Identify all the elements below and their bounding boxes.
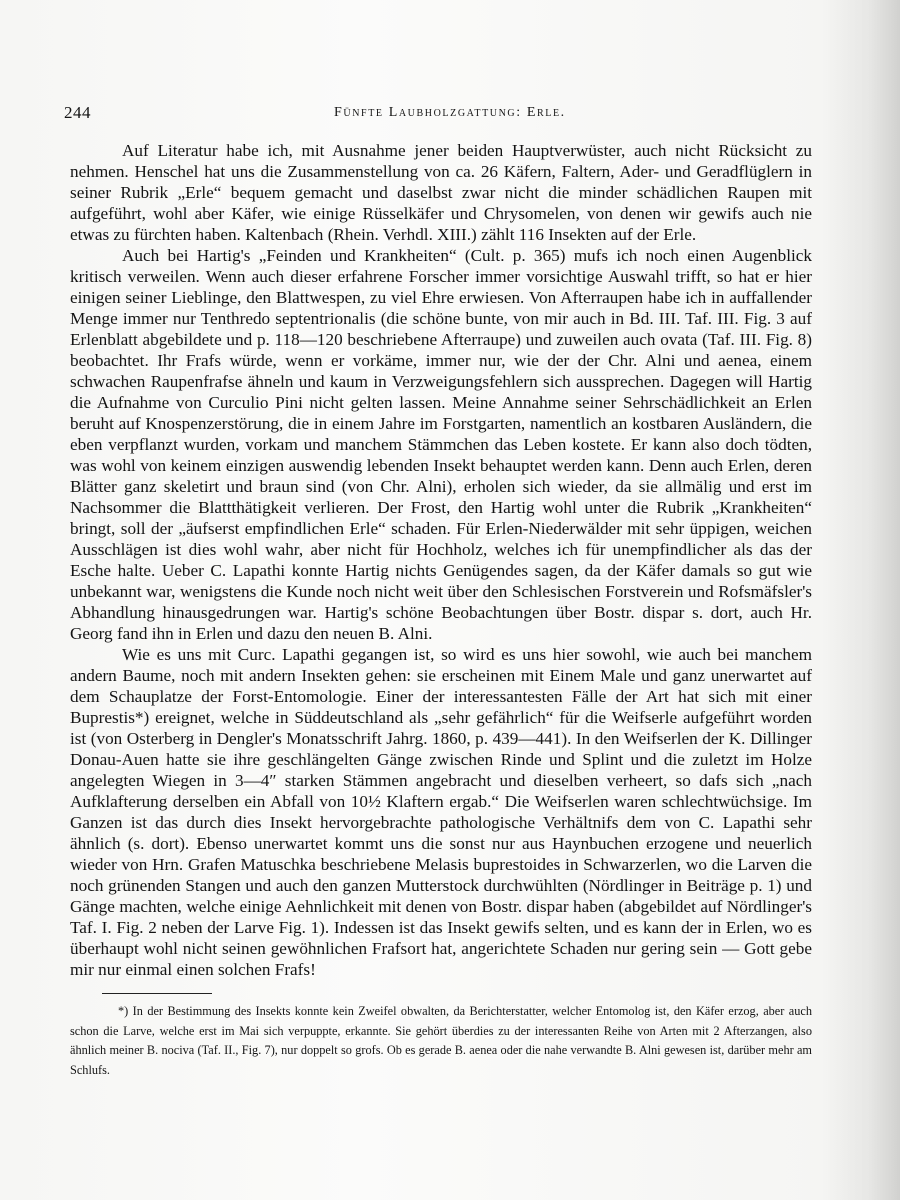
running-head: Fünfte Laubholzgattung: Erle. <box>334 105 566 120</box>
page-shadow <box>822 0 900 1200</box>
main-text <box>70 140 812 980</box>
footnotes <box>70 1002 812 1080</box>
page-header <box>64 103 824 125</box>
page-number: 244 <box>64 103 91 122</box>
paragraph: Auch bei Hartig's „Feinden und Krankheiten“ (Cult. p. 365) mufs ich noch einen Augenblick kritisch verweilen. Wenn auch dieser erfahrene Forscher immer vorsichtige Auswahl trifft, so hat er hier einigen seiner Lieblinge, den Blattwespen, zu viel Ehre erwiesen. Von Afterraupen habe ich in auffallender Menge immer nur Tenthredo septentrionalis (die schöne bunte, von mir auch in Bd. III. Taf. III. Fig. 3 auf Erlenblatt abgebildete und p. 118—120 beschriebene Afterraupe) und zuweilen auch ovata (Taf. III. Fig. 8) beobachtet. Ihr Frafs würde, wenn er vorkäme, immer nur, wie der der Chr. Alni und aenea, einem schwachen Raupenfrafse ähneln und kaum in Verzweigungsfehlern sich aussprechen. Dagegen will Hartig die Aufnahme von Curculio Pini nicht gelten lassen. Meine Annahme seiner Sehrschädlichkeit an Erlen beruht auf Knospenzerstörung, die in einem Jahre im Forstgarten, namentlich an kostbaren Ausländern, die eben verpflanzt wurden, vorkam und manchem Stämmchen das Leben kostete. Er kann also doch tödten, was wohl von keinem einzigen auswendig lebenden Insekt behauptet werden kann. Denn auch Erlen, deren Blätter ganz skeletirt und braun sind (von Chr. Alni), erholen sich wieder, da sie allmälig und erst im Nachsommer die Blattthätigkeit verlieren. Der Frost, den Hartig wohl unter die Rubrik „Krankheiten“ bringt, soll der „äufserst empfindlichen Erle“ schaden. Für Erlen-Niederwälder mit sehr üppigen, weichen Ausschlägen ist dies wohl wahr, aber nicht für Hochholz, welches ich für unempfindlicher als das der Esche halte. Ueber C. Lapathi konnte Hartig nichts Genügendes sagen, da der Käfer damals so gut wie unbekannt war, wenigstens die Kunde noch nicht weit über den Schlesischen Forstverein und Rofsmäfsler's Abhandlung hinausgedrungen war. Hartig's schöne Beobachtungen über Bostr. dispar s. dort, auch Hr. Georg fand ihn in Erlen und dazu den neuen B. Alni. <box>70 246 812 643</box>
paragraph: Wie es uns mit Curc. Lapathi gegangen ist, so wird es uns hier sowohl, wie auch bei manchem andern Baume, noch mit andern Insekten gehen: sie erscheinen mit Einem Male und ganz unerwartet auf dem Schauplatze der Forst-Entomologie. Einer der interessantesten Fälle der Art hat sich mit einer Buprestis*) ereignet, welche in Süddeutschland als „sehr gefährlich“ für die Weifserle aufgeführt worden ist (von Osterberg in Dengler's Monatsschrift Jahrg. 1860, p. 439—441). In den Weifserlen der K. Dillinger Donau-Auen hatte sie ihre geschlängelten Gänge zwischen Rinde und Splint und die zuletzt im Holze angelegten Wiegen in 3—4″ starken Stämmen angebracht und dieselben verheert, so dafs sich „nach Aufklafterung derselben ein Abfall von 10½ Klaftern ergab.“ Die Weifserlen waren schlechtwüchsige. Im Ganzen ist das durch dies Insekt hervorgebrachte pathologische Verhältnifs dem von C. Lapathi sehr ähnlich (s. dort). Ebenso unerwartet kommt uns die sonst nur aus Haynbuchen erzogene und neuerlich wieder von Hrn. Grafen Matuschka beschriebene Melasis buprestoides in Schwarzerlen, wo die Larven die noch grünenden Stangen und auch den ganzen Mutterstock durchwühlten (Nördlinger in Beiträge p. 1) und Gänge machten, welche einige Aehnlichkeit mit denen von Bostr. dispar haben (abgebildet auf Nördlinger's Taf. I. Fig. 2 neben der Larve Fig. 1). Indessen ist das Insekt gewifs selten, und es kann der in Erlen, wo es überhaupt wohl nicht seinen gewöhnlichen Frafsort hat, angerichtete Schaden nur gering sein — Gott gebe mir nur einmal einen solchen Frafs! <box>70 645 812 979</box>
footnote: *) In der Bestimmung des Insekts konnte kein Zweifel obwalten, da Berichterstatter, welcher Entomolog ist, den Käfer erzog, aber auch schon die Larve, welche erst im Mai sich verpuppte, erkannte. Sie gehört überdies zu der interessanten Reihe von Arten mit 2 Afterzangen, also ähnlich meiner B. nociva (Taf. II., Fig. 7), nur doppelt so grofs. Ob es gerade B. aenea oder die nahe verwandte B. Alni gewesen ist, darüber mehr am Schlufs. <box>70 1004 812 1077</box>
footnote-divider <box>102 993 212 994</box>
paragraph: Auf Literatur habe ich, mit Ausnahme jener beiden Hauptverwüster, auch nicht Rücksicht zu nehmen. Henschel hat uns die Zusammenstellung von ca. 26 Käfern, Faltern, Ader- und Geradflüglern in seiner Rubrik „Erle“ bequem gemacht und daselbst zwar nicht die minder schädlichen Raupen mit aufgeführt, wohl aber Käfer, wie einige Rüsselkäfer und Chrysomelen, von denen wir gewifs auch nie etwas zu fürchten haben. Kaltenbach (Rhein. Verhdl. XIII.) zählt 116 Insekten auf der Erle. <box>70 141 812 244</box>
